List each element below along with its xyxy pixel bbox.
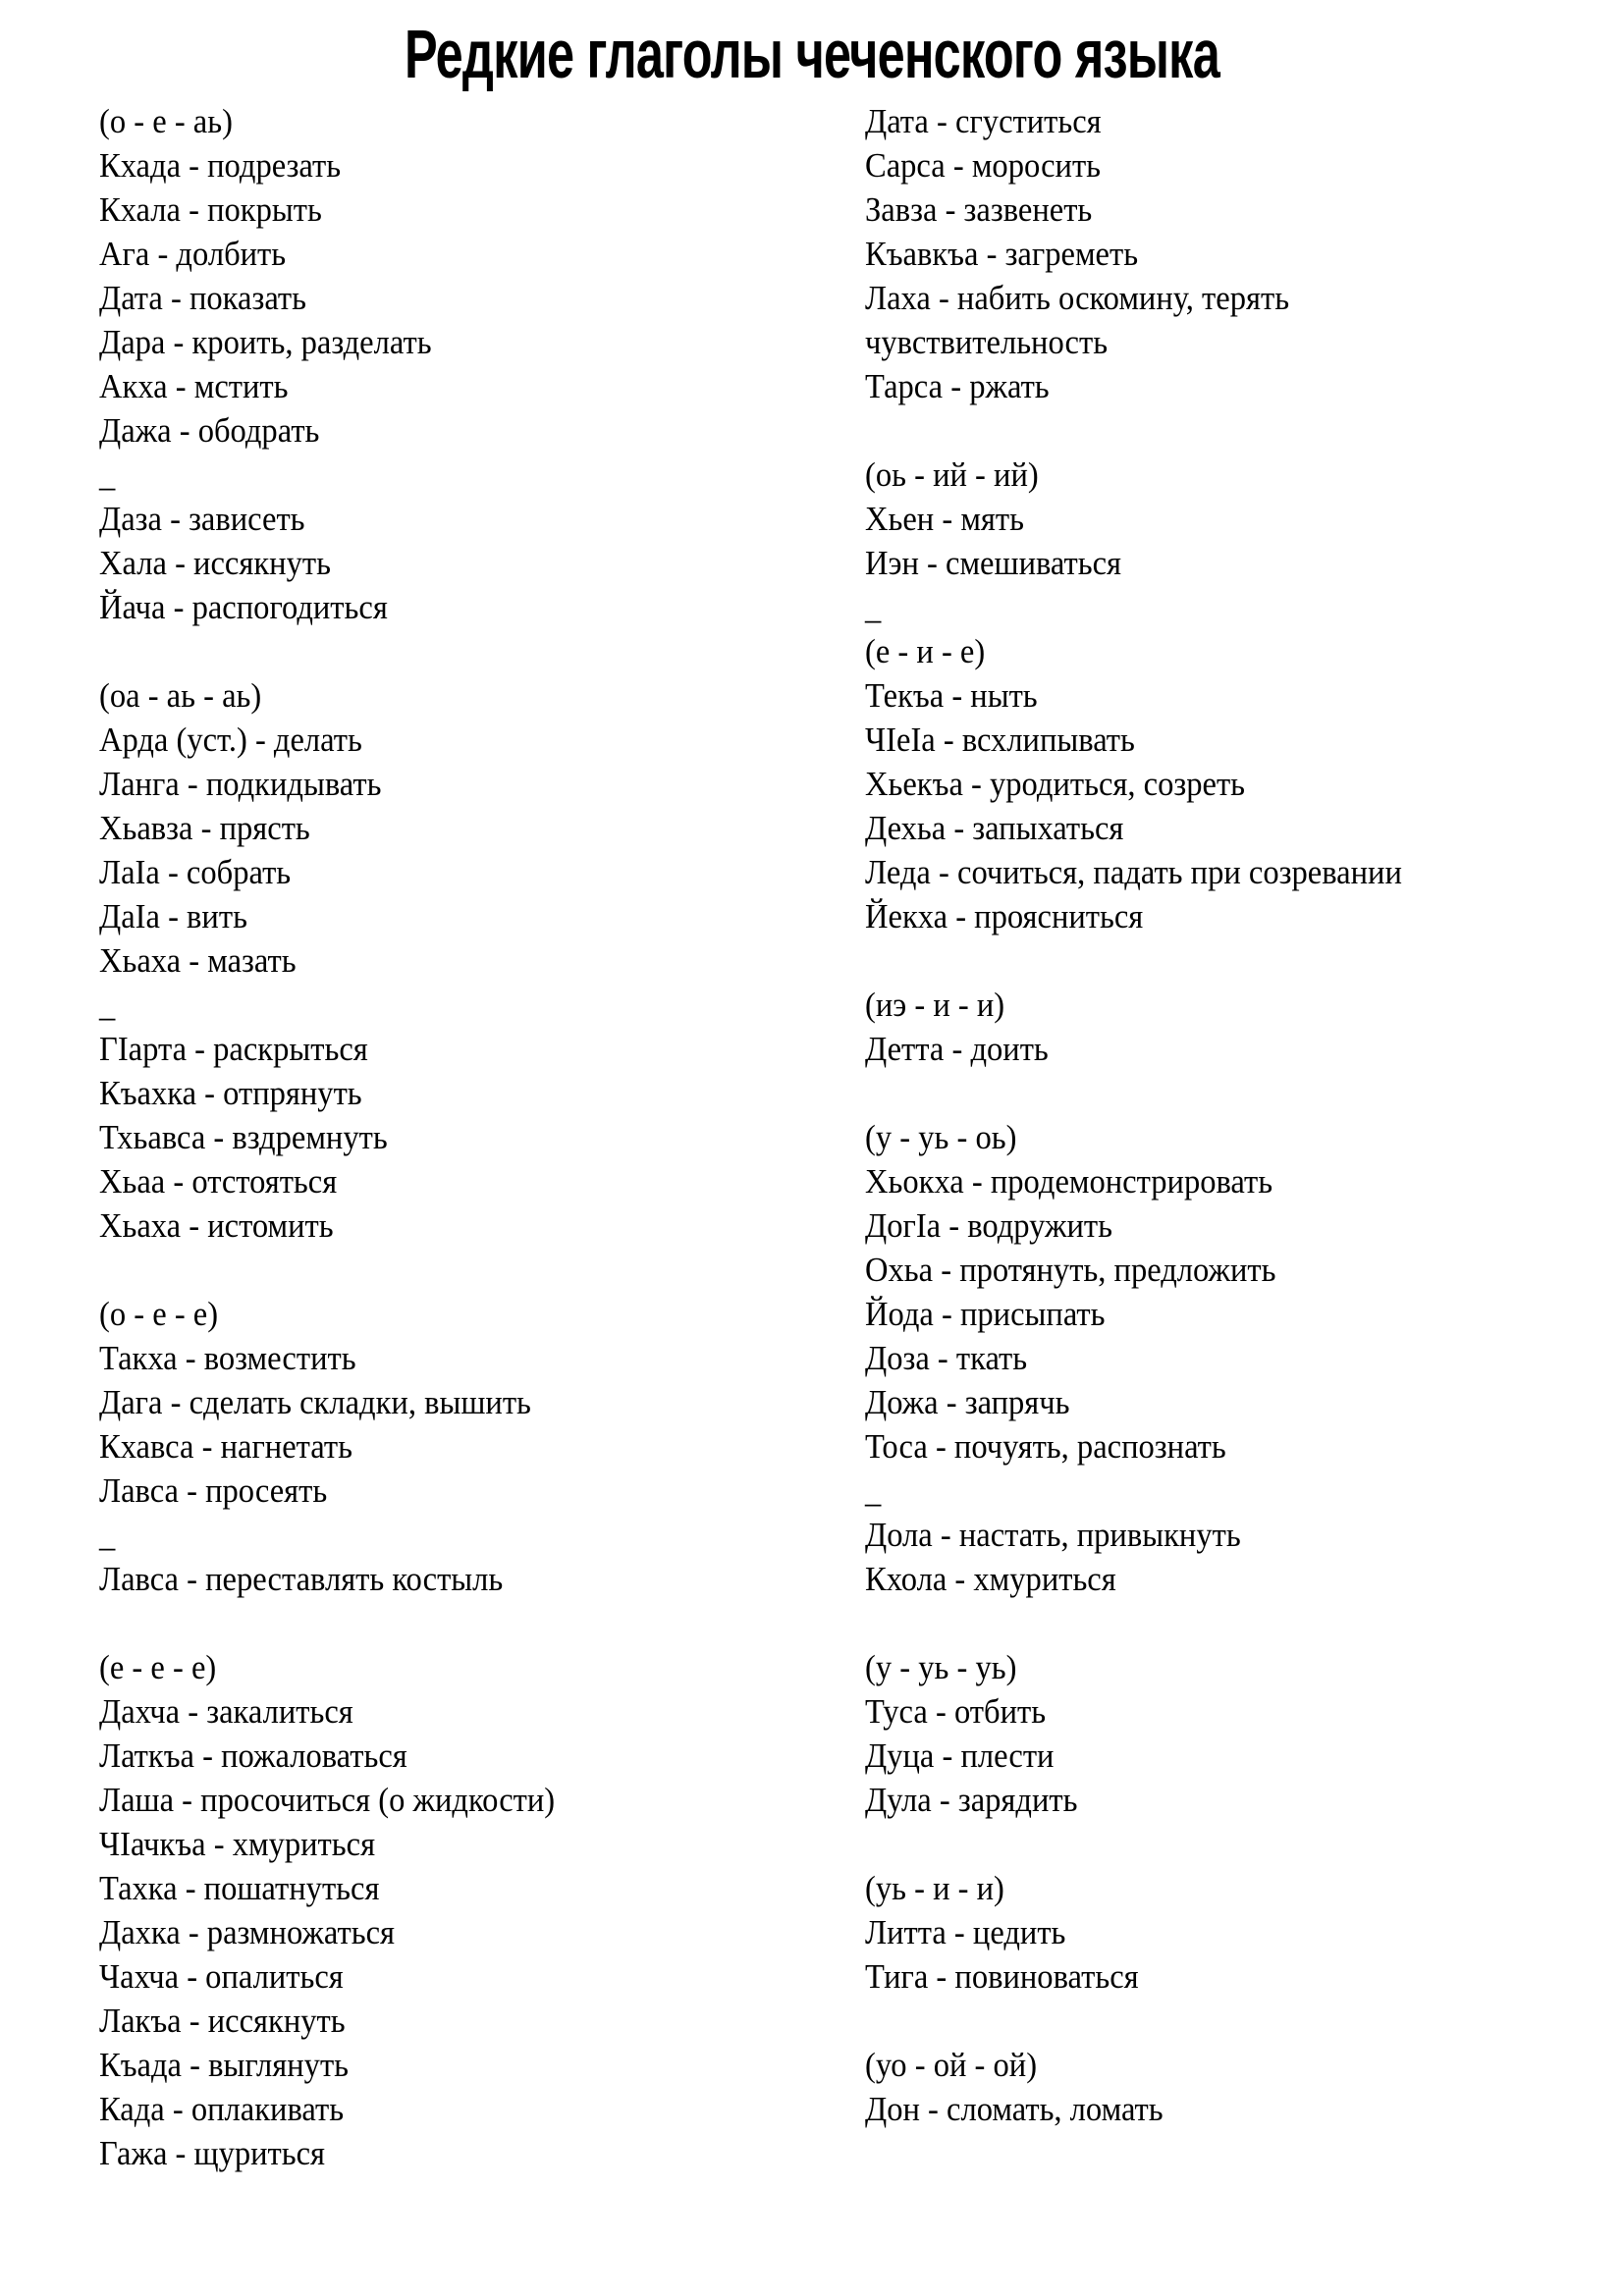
- blank-line: [865, 1999, 1559, 2043]
- verb-entry: Йода - присыпать: [865, 1295, 1106, 1333]
- verb-entry: Йекха - проясниться: [865, 897, 1144, 935]
- blank-line: [99, 1248, 793, 1292]
- verb-entry: Хьен - мять: [865, 500, 1024, 538]
- verb-entry: Дага - сделать складки, вышить: [99, 1383, 531, 1421]
- verb-entry: Лаха - набить оскомину, терять: [865, 279, 1290, 317]
- verb-entry: Тахка - пошатнуться: [99, 1869, 380, 1907]
- verb-entry: Дахча - закалиться: [99, 1692, 353, 1731]
- verb-entry: Кхола - хмуриться: [865, 1560, 1116, 1598]
- blank-line: [865, 1601, 1559, 1645]
- verb-entry: Дола - настать, привыкнуть: [865, 1516, 1241, 1554]
- right-column: [865, 99, 1611, 2131]
- verb-entry: Такха - возместить: [99, 1339, 356, 1377]
- verb-entry: Кхавса - нагнетать: [99, 1427, 352, 1466]
- verb-entry: Йача - распогодиться: [99, 588, 388, 626]
- verb-entry: Хьаха - истомить: [99, 1206, 334, 1245]
- verb-entry: Дехьа - запыхаться: [865, 809, 1124, 847]
- verb-entry: ЛаIа - собрать: [99, 853, 292, 891]
- verb-entry: Хьаа - отстояться: [99, 1162, 338, 1201]
- verb-entry: ДогIа - водружить: [865, 1206, 1112, 1245]
- blank-line: [865, 1822, 1559, 1866]
- verb-entry: Завза - зазвенеть: [865, 190, 1093, 229]
- vowel-pattern-header: (оа - аь - аь): [99, 676, 262, 715]
- separator-mark: _: [99, 986, 116, 1024]
- verb-entry: Охьа - протянуть, предложить: [865, 1251, 1276, 1289]
- verb-entry: Литта - цедить: [865, 1913, 1066, 1951]
- vowel-pattern-header: (о - е - е): [99, 1295, 219, 1333]
- verb-entry: Ага - долбить: [99, 235, 287, 273]
- verb-entry: Ланга - подкидывать: [99, 765, 382, 803]
- verb-entry: Дожа - запрячь: [865, 1383, 1070, 1421]
- verb-entry: Дахка - размножаться: [99, 1913, 396, 1951]
- verb-entry: Кхада - подрезать: [99, 146, 342, 185]
- verb-entry: Дула - зарядить: [865, 1781, 1078, 1819]
- page-title: Редкие глаголы чеченского языка: [404, 16, 1220, 92]
- verb-entry: Дон - сломать, ломать: [865, 2090, 1164, 2128]
- verb-entry: Текъа - ныть: [865, 676, 1038, 715]
- vowel-pattern-header: (у - уь - уь): [865, 1648, 1017, 1686]
- verb-entry: Дуца - плести: [865, 1736, 1055, 1775]
- blank-line: [99, 629, 793, 673]
- verb-entry: Лавса - просеять: [99, 1471, 328, 1510]
- separator-mark: _: [865, 1471, 882, 1510]
- vowel-pattern-header: (иэ - и - и): [865, 986, 1005, 1024]
- verb-entry: Хьавза - прясть: [99, 809, 310, 847]
- verb-entry: Туса - отбить: [865, 1692, 1047, 1731]
- verb-entry: Тарса - ржать: [865, 367, 1050, 405]
- verb-entry: ЧIеIа - всхлипывать: [865, 721, 1135, 759]
- verb-entry: Лаша - просочиться (о жидкости): [99, 1781, 556, 1819]
- verb-entry: Акха - мстить: [99, 367, 289, 405]
- verb-entry: Дажа - ободрать: [99, 411, 320, 450]
- verb-entry: Када - оплакивать: [99, 2090, 345, 2128]
- verb-entry: ГIарта - раскрыться: [99, 1030, 368, 1068]
- verb-entry: Хала - иссякнуть: [99, 544, 331, 582]
- left-column: [99, 99, 845, 2175]
- blank-line: [865, 1071, 1559, 1115]
- verb-entry: Лавса - переставлять костыль: [99, 1560, 504, 1598]
- verb-entry: Къавкъа - загреметь: [865, 235, 1139, 273]
- separator-mark: _: [865, 588, 882, 626]
- verb-entry: Иэн - смешиваться: [865, 544, 1122, 582]
- verb-entry: Дара - кроить, разделать: [99, 323, 432, 361]
- verb-entry: Къахка - отпрянуть: [99, 1074, 362, 1112]
- verb-entry: Лакъа - иссякнуть: [99, 2002, 346, 2040]
- vowel-pattern-header: (уо - ой - ой): [865, 2046, 1038, 2084]
- verb-entry: Къада - выглянуть: [99, 2046, 350, 2084]
- blank-line: [99, 1601, 793, 1645]
- separator-mark: _: [99, 455, 116, 494]
- verb-entry: Дата - сгуститься: [865, 102, 1102, 140]
- vowel-pattern-header: (уь - и - и): [865, 1869, 1004, 1907]
- vowel-pattern-header: (оь - ий - ий): [865, 455, 1039, 494]
- verb-entry: Тига - повиноваться: [865, 1957, 1139, 1996]
- verb-entry: Дата - показать: [99, 279, 306, 317]
- verb-entry: ЧIачкъа - хмуриться: [99, 1825, 376, 1863]
- separator-mark: _: [99, 1516, 116, 1554]
- verb-entry: Кхала - покрыть: [99, 190, 322, 229]
- vowel-pattern-header: (е - и - е): [865, 632, 986, 670]
- verb-entry: Тоса - почуять, распознать: [865, 1427, 1226, 1466]
- verb-entry: Сарса - моросить: [865, 146, 1102, 185]
- verb-entry: Чахча - опалиться: [99, 1957, 344, 1996]
- verb-entry: Даза - зависеть: [99, 500, 305, 538]
- verb-entry: Детта - доить: [865, 1030, 1049, 1068]
- verb-entry: Тхьавса - вздремнуть: [99, 1118, 388, 1156]
- verb-entry: Леда - сочиться, падать при созревании: [865, 853, 1402, 891]
- vowel-pattern-header: (е - е - е): [99, 1648, 217, 1686]
- verb-entry: Хьаха - мазать: [99, 941, 297, 980]
- blank-line: [865, 408, 1559, 453]
- verb-entry: Гажа - щуриться: [99, 2134, 326, 2172]
- verb-entry: ДаIа - вить: [99, 897, 247, 935]
- verb-entry: Латкъа - пожаловаться: [99, 1736, 407, 1775]
- verb-entry: Хьокха - продемонстрировать: [865, 1162, 1273, 1201]
- vowel-pattern-header: (о - е - аь): [99, 102, 233, 140]
- vowel-pattern-header: (у - уь - оь): [865, 1118, 1017, 1156]
- verb-entry: чувствительность: [865, 323, 1109, 361]
- verb-entry: Хьекъа - уродиться, созреть: [865, 765, 1246, 803]
- verb-entry: Арда (уст.) - делать: [99, 721, 362, 759]
- verb-entry: Доза - ткать: [865, 1339, 1028, 1377]
- blank-line: [865, 938, 1559, 983]
